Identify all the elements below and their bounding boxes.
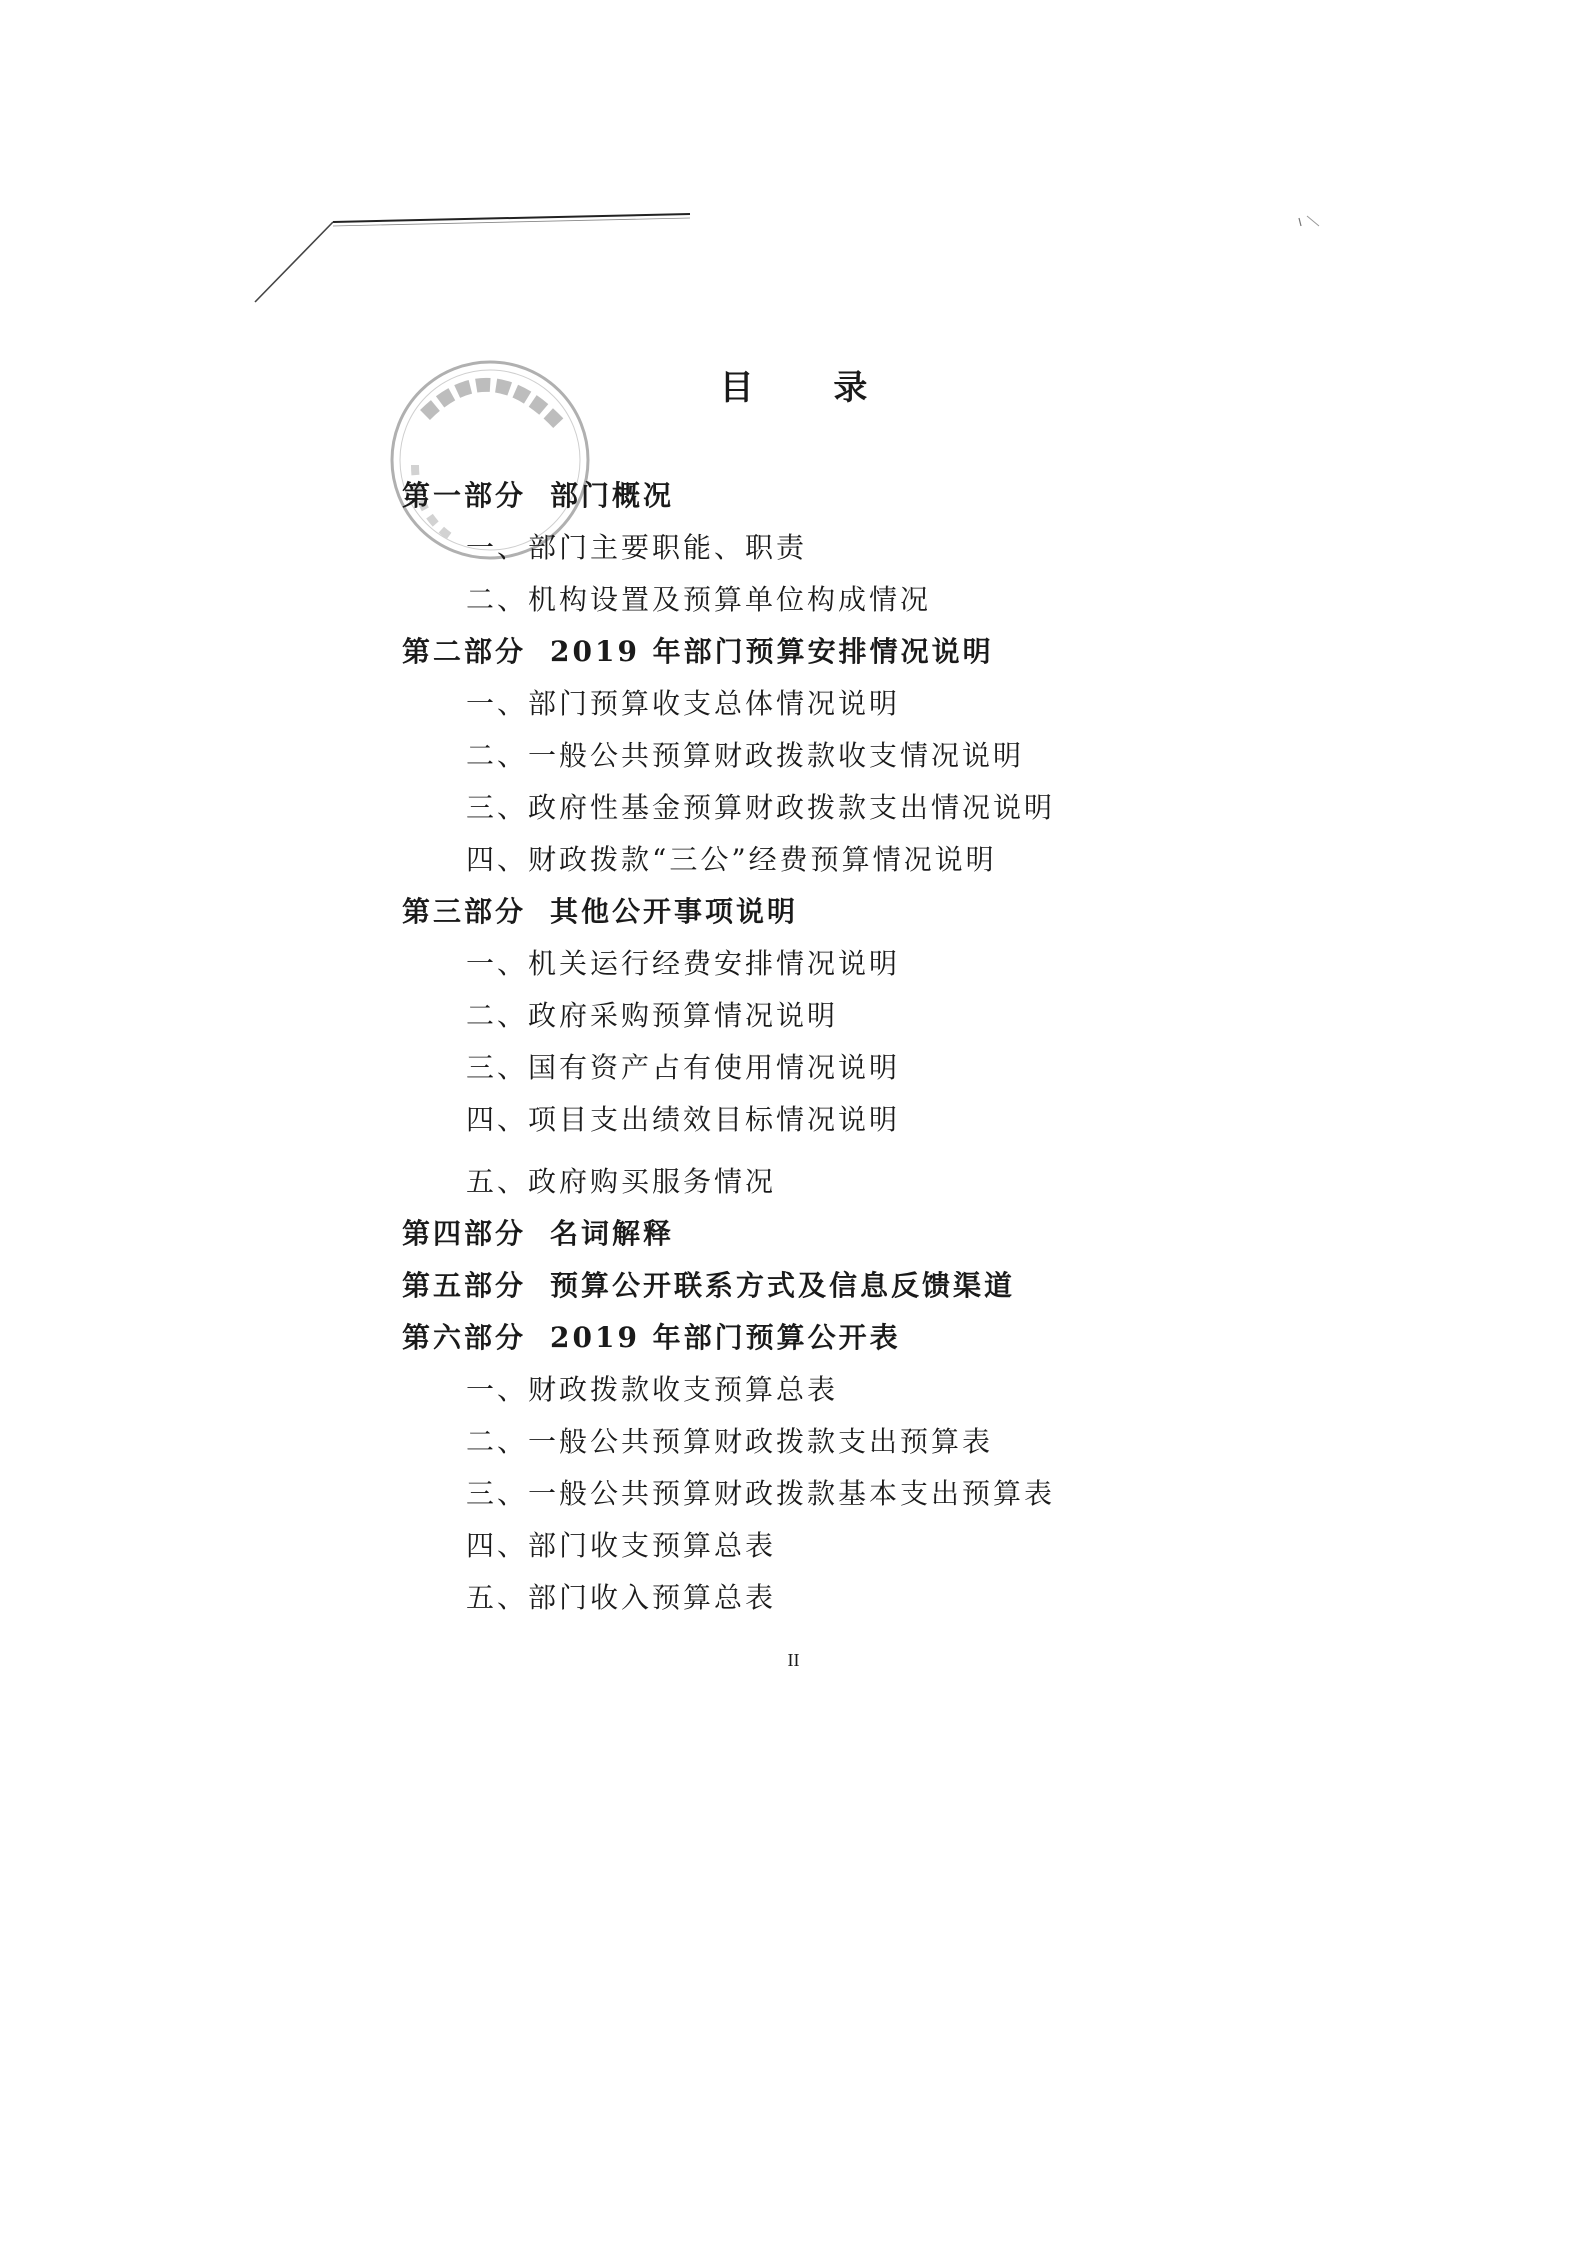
toc-item[interactable]: 五、政府购买服务情况 xyxy=(466,1165,777,1198)
toc-part-2[interactable] xyxy=(402,626,1402,678)
toc-part-1[interactable] xyxy=(402,470,1402,522)
part-heading: 2019 年部门预算安排情况说明 xyxy=(550,635,994,668)
toc-part-4[interactable] xyxy=(402,1208,1402,1260)
part-heading: 预算公开联系方式及信息反馈渠道 xyxy=(550,1269,1016,1302)
toc-item[interactable]: 一、财政拨款收支预算总表 xyxy=(466,1373,839,1406)
toc-part-5[interactable] xyxy=(402,1260,1402,1312)
toc-item[interactable]: 四、部门收支预算总表 xyxy=(466,1529,777,1562)
toc-item[interactable]: 三、国有资产占有使用情况说明 xyxy=(466,1051,901,1084)
toc-item[interactable]: 三、政府性基金预算财政拨款支出情况说明 xyxy=(466,791,1056,824)
toc-item[interactable]: 二、政府采购预算情况说明 xyxy=(466,999,839,1032)
part-number: 第四部分 xyxy=(402,1217,527,1250)
spacer xyxy=(402,1146,1402,1156)
part-number: 第五部分 xyxy=(402,1269,527,1302)
part-heading: 名词解释 xyxy=(550,1217,675,1250)
toc-item[interactable]: 二、一般公共预算财政拨款支出预算表 xyxy=(466,1425,994,1458)
toc-item[interactable]: 四、财政拨款“三公”经费预算情况说明 xyxy=(466,843,997,876)
toc-item[interactable]: 三、一般公共预算财政拨款基本支出预算表 xyxy=(466,1477,1056,1510)
part-number: 第六部分 xyxy=(402,1321,527,1354)
toc-item[interactable]: 五、部门收入预算总表 xyxy=(466,1581,777,1614)
part-heading: 其他公开事项说明 xyxy=(550,895,799,928)
page-title: 目 录 xyxy=(719,368,902,408)
toc-item[interactable]: 四、项目支出绩效目标情况说明 xyxy=(466,1103,901,1136)
toc-item[interactable]: 一、部门主要职能、职责 xyxy=(466,531,808,564)
part-number: 第三部分 xyxy=(402,895,527,928)
part-number: 第一部分 xyxy=(402,479,527,512)
toc-part-6[interactable] xyxy=(402,1312,1402,1364)
toc-item[interactable]: 一、部门预算收支总体情况说明 xyxy=(466,687,901,720)
toc-item[interactable]: 一、机关运行经费安排情况说明 xyxy=(466,947,901,980)
part-heading: 部门概况 xyxy=(550,479,675,512)
toc-item[interactable]: 二、一般公共预算财政拨款收支情况说明 xyxy=(466,739,1025,772)
scan-corner-mark xyxy=(0,0,1587,340)
toc-part-3[interactable] xyxy=(402,886,1402,938)
part-number: 第二部分 xyxy=(402,635,527,668)
toc-item[interactable]: 二、机构设置及预算单位构成情况 xyxy=(466,583,932,616)
scan-speck xyxy=(1295,212,1335,242)
part-heading: 2019 年部门预算公开表 xyxy=(550,1321,901,1354)
table-of-contents xyxy=(402,470,1402,1624)
page-number: II xyxy=(787,1650,800,1670)
